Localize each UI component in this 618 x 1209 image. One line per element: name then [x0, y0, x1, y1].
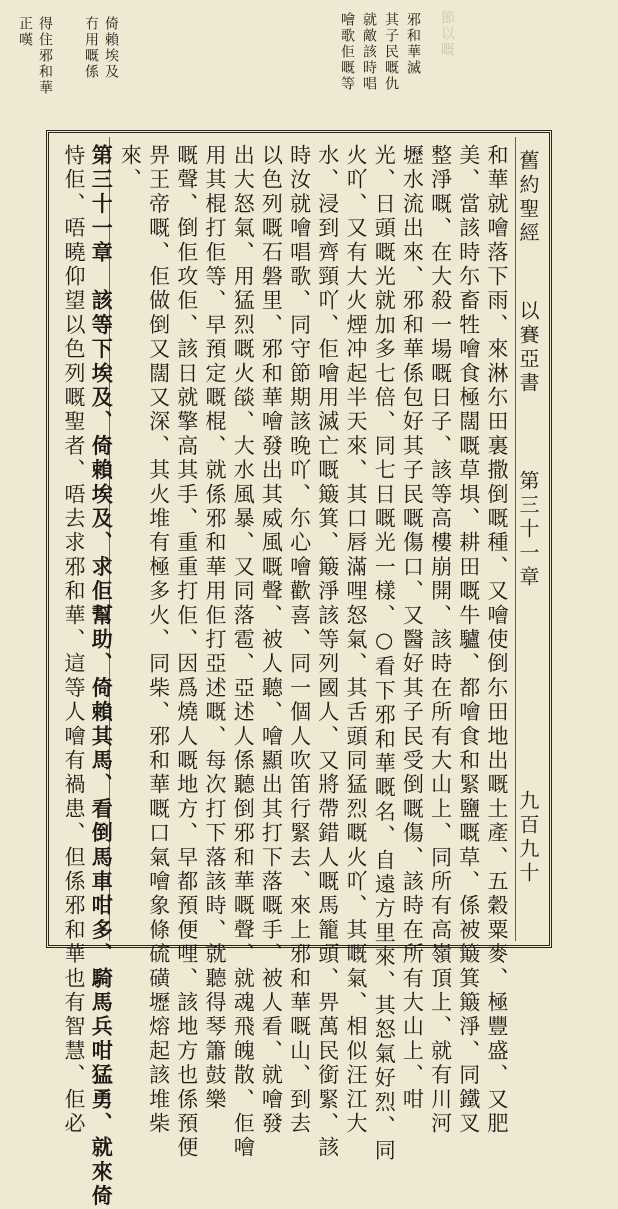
- page-number: 九百九十: [516, 790, 540, 886]
- text-column: 美、當該時尓畜牲噲食極闊嘅草埧、耕田嘅牛驢、都噲食和緊鹽嘅草、係被簸箕簸淨、同鐵叉: [456, 144, 481, 1137]
- text-column: 來、: [118, 144, 143, 193]
- text-column: 出大怒氣、用猛烈嘅火燄、大水風暴、又同落雹、亞述人係聽倒邪和華嘅聲、就魂飛魄散、佢噲: [231, 144, 256, 1161]
- text-column: 第三十一章 該等下埃及、倚賴埃及、求佢幫助、倚賴其馬、看倒馬車咁多、騎馬兵咁猛勇、就來倚: [89, 144, 115, 1209]
- margin-note: 就敵該時唱: [361, 12, 377, 92]
- text-column: 時汝就噲唱歌、同守節期該晚吖、尓心噲歡喜、同一個人吹笛行緊去、來上邪和華嘅山、到去: [287, 144, 312, 1137]
- margin-note: 正嘆: [17, 16, 33, 48]
- text-column: 水、浸到齊頸吖、佢噲用滅亡嘅簸箕、簸淨該等列國人、又將帶錯人嘅馬籠頭、畀萬民銜緊、該: [315, 144, 340, 1161]
- text-column: 以色列嘅石磐里、邪和華噲發出其威風嘅聲、被人聽、噲顯出其打下落嘅手、被人看、就噲發: [259, 144, 284, 1137]
- book-title: 舊約聖經: [516, 150, 540, 246]
- chapter-label: 第三十一章: [516, 470, 540, 590]
- text-column: 光、日頭嘅光就加多七倍、同七日嘅光一樣、○看下邪和華嘅名、自遠方里來、其怒氣好烈、同: [372, 144, 397, 1164]
- text-column: 和華就噲落下雨、來淋尓田裏撒倒嘅種、又噲使倒尓田地出嘅土產、五穀粟麥、極豐盛、又肥: [485, 144, 509, 1137]
- text-column: 畀王帝嘅、佢做倒又闊又深、其火堆有極多火、同柴、邪和華嘅口氣噲象條硫磺壢熔起該堆柴: [146, 144, 171, 1137]
- margin-note: 得住邪和華: [37, 16, 53, 96]
- text-column: 壢水流出來、邪和華係包好其子民嘅傷口、又醫好其子民受倒嘅傷、該時在所有大山上、咁: [400, 144, 425, 1112]
- bleed-through-note: 節以嘅: [439, 10, 455, 58]
- margin-note: 倚賴埃及: [103, 16, 119, 80]
- section-title: 以賽亞書: [516, 300, 540, 396]
- text-column: 嘅聲、倒佢攻佢、該日就擎高其手、重重打佢、因爲燒人嘅地方、早都預便哩、該地方也係預便: [174, 144, 199, 1161]
- text-column: 恃佢、唔曉仰望以色列嘅聖者、唔去求邪和華、這等人噲有禍患、但係邪和華也有智慧、佢必: [62, 144, 86, 1137]
- margin-note: 噲歌佢嘅等: [339, 12, 355, 92]
- text-column: 整淨嘅、在大殺一場嘅日子、該等高樓崩開、該時在所有大山上、同所有高嶺頂上、就有川河: [428, 144, 453, 1137]
- text-column: 用其棍打佢等、早預定嘅棍、就係邪和華用佢打亞述嘅、每次打下落該時、就聽得琴簫鼓樂: [203, 144, 227, 1112]
- margin-note: 冇用嘅係: [83, 16, 99, 80]
- text-column: 火吖、又有大火煙冲起半天來、其口唇滿哩怒氣、其舌頭同猛烈嘅火吖、其嘅氣、相似汪江大: [344, 144, 368, 1137]
- margin-note: 邪和華滅: [405, 12, 421, 76]
- margin-note: 其子民嘅仇: [383, 12, 399, 92]
